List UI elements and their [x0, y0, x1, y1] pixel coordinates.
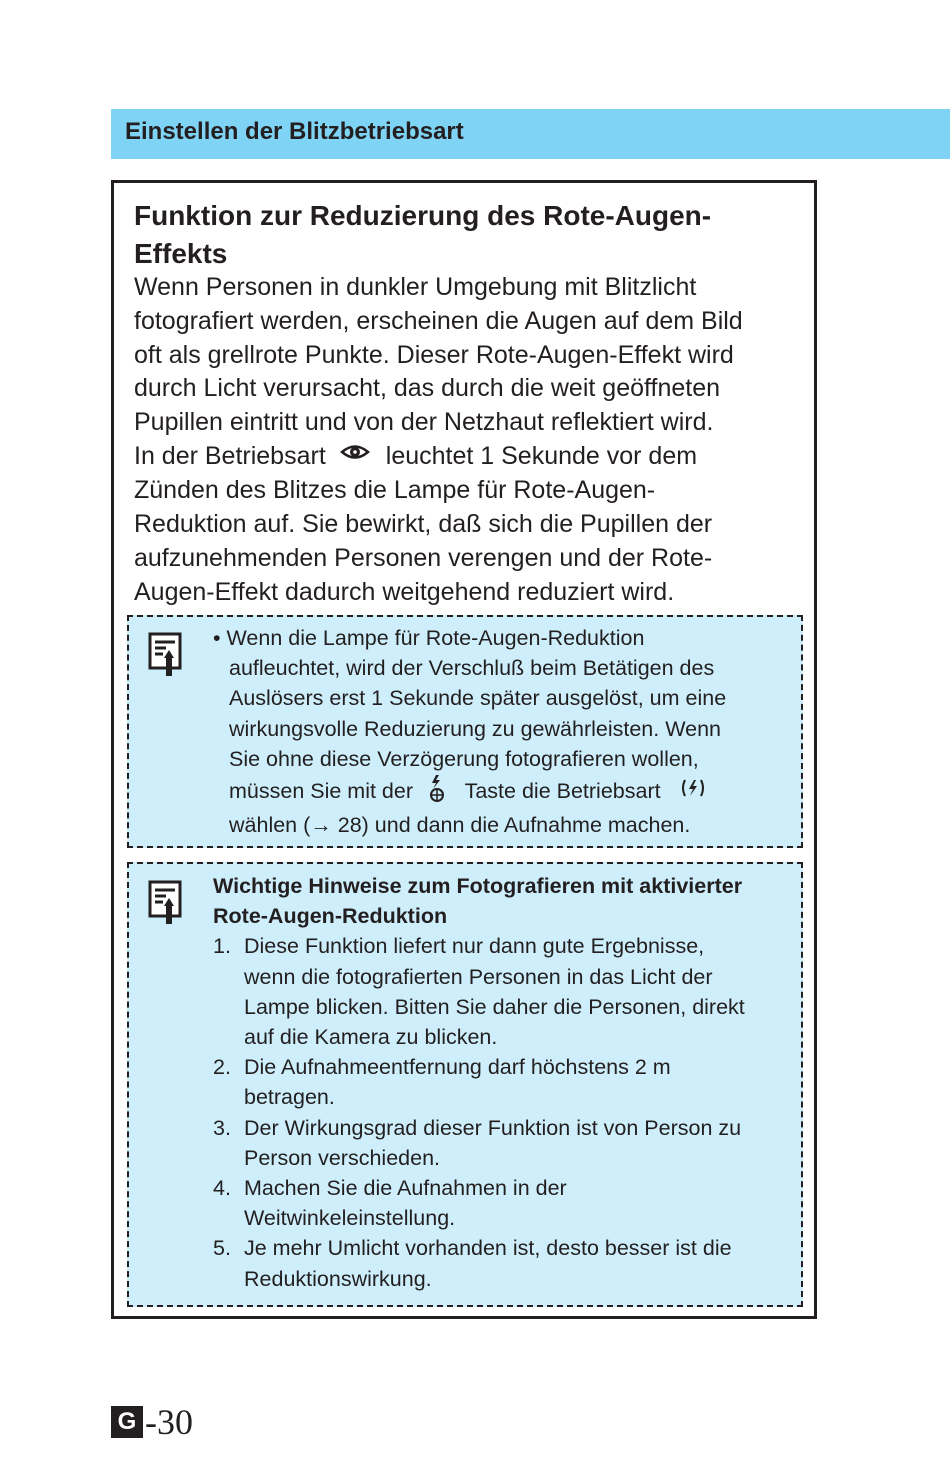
body-line: Augen-Effekt dadurch weitgehend reduziert wird. [134, 577, 675, 606]
list-item [213, 1052, 803, 1082]
note-line-mid: Taste die Betriebsart [464, 778, 661, 803]
note-line: wirkungsvolle Reduzierung zu gewährleisten. Wenn [229, 716, 721, 741]
list-number: 4. [213, 1176, 231, 1201]
note-line-start: müssen Sie mit der [229, 778, 414, 803]
body-line: fotografiert werden, erscheinen die Augen auf dem Bild [134, 306, 743, 335]
note-line-text: Wenn die Lampe für Rote-Augen-Reduktion [226, 626, 645, 650]
memo-icon [148, 632, 182, 683]
header-bar [111, 109, 950, 159]
list-text: wenn die fotografierten Personen in das Licht der [244, 964, 713, 989]
list-number: 5. [213, 1236, 231, 1261]
list-item [213, 931, 803, 961]
body-line: Zünden des Blitzes die Lampe für Rote-Augen- [134, 476, 656, 505]
section-title-line: Effekts [134, 238, 228, 269]
note-line-with-icons [213, 774, 803, 810]
list-number: 1. [213, 934, 231, 959]
note-heading: Rote-Augen-Reduktion [213, 904, 448, 929]
body-line: oft als grellrote Punkte. Dieser Rote-Augen-Effekt wird [134, 340, 734, 369]
list-text: Je mehr Umlicht vorhanden ist, desto besser ist die [244, 1236, 732, 1261]
info-box [111, 180, 817, 1319]
body-line: aufzunehmenden Personen verengen und der Rote- [134, 543, 713, 572]
header-title: Einstellen der Blitzbetriebsart [125, 118, 464, 145]
note-text [213, 623, 803, 840]
list-text: Person verschieden. [244, 1145, 440, 1170]
bullet: • [213, 626, 221, 650]
list-item [213, 1233, 803, 1263]
section-title [134, 197, 794, 273]
list-text: Lampe blicken. Bitten Sie daher die Personen, direkt [244, 994, 745, 1019]
note-line [213, 623, 803, 653]
page-number [111, 1404, 193, 1440]
note-line: Sie ohne diese Verzögerung fotografieren wollen, [229, 746, 699, 771]
note-heading: Wichtige Hinweise zum Fotografieren mit aktivierter [213, 874, 743, 898]
body-line-start: In der Betriebsart [134, 441, 326, 470]
section-title-line: Funktion zur Reduzierung des Rote-Augen- [134, 200, 712, 231]
note-box-important [127, 862, 803, 1307]
list-text: Diese Funktion liefert nur dann gute Ergebnisse, [244, 934, 705, 959]
list-text: betragen. [244, 1085, 335, 1110]
list-number: 2. [213, 1055, 231, 1080]
language-badge: G [111, 1406, 143, 1438]
list-number: 3. [213, 1115, 231, 1140]
body-line-end: leuchtet 1 Sekunde vor dem [385, 441, 698, 470]
body-line-with-icon [134, 440, 806, 474]
note-text [213, 871, 803, 1294]
list-item [213, 1173, 803, 1203]
list-text: Reduktionswirkung. [244, 1266, 432, 1291]
flash-off-icon [679, 777, 707, 807]
page-number-text: -30 [145, 1402, 193, 1442]
list-text: Die Aufnahmeentfernung darf höchstens 2 m [244, 1055, 671, 1080]
body-line: durch Licht verursacht, das durch die weit geöffneten [134, 374, 720, 403]
list-text: Der Wirkungsgrad dieser Funktion ist von Person zu [244, 1115, 742, 1140]
list-text: Machen Sie die Aufnahmen in der [244, 1176, 567, 1201]
list-item [213, 1113, 803, 1143]
list-text: Weitwinkeleinstellung. [244, 1206, 456, 1231]
note-line: wählen (→ 28) und dann die Aufnahme machen. [229, 813, 691, 838]
body-line: Reduktion auf. Sie bewirkt, daß sich die Pupillen der [134, 510, 713, 539]
body-line: Pupillen eintritt und von der Netzhaut reflektiert wird. [134, 408, 714, 437]
red-eye-icon [340, 440, 370, 474]
note-line: Auslösers erst 1 Sekunde später ausgelöst, um eine [229, 686, 727, 711]
memo-icon [148, 880, 182, 931]
flash-mode-button-icon [427, 774, 447, 810]
note-line: aufleuchtet, wird der Verschluß beim Betätigen des [229, 656, 715, 681]
list-text: auf die Kamera zu blicken. [244, 1025, 498, 1050]
body-line: Wenn Personen in dunkler Umgebung mit Blitzlicht [134, 273, 697, 301]
note-box-delay [127, 615, 803, 848]
section-body [134, 271, 806, 609]
